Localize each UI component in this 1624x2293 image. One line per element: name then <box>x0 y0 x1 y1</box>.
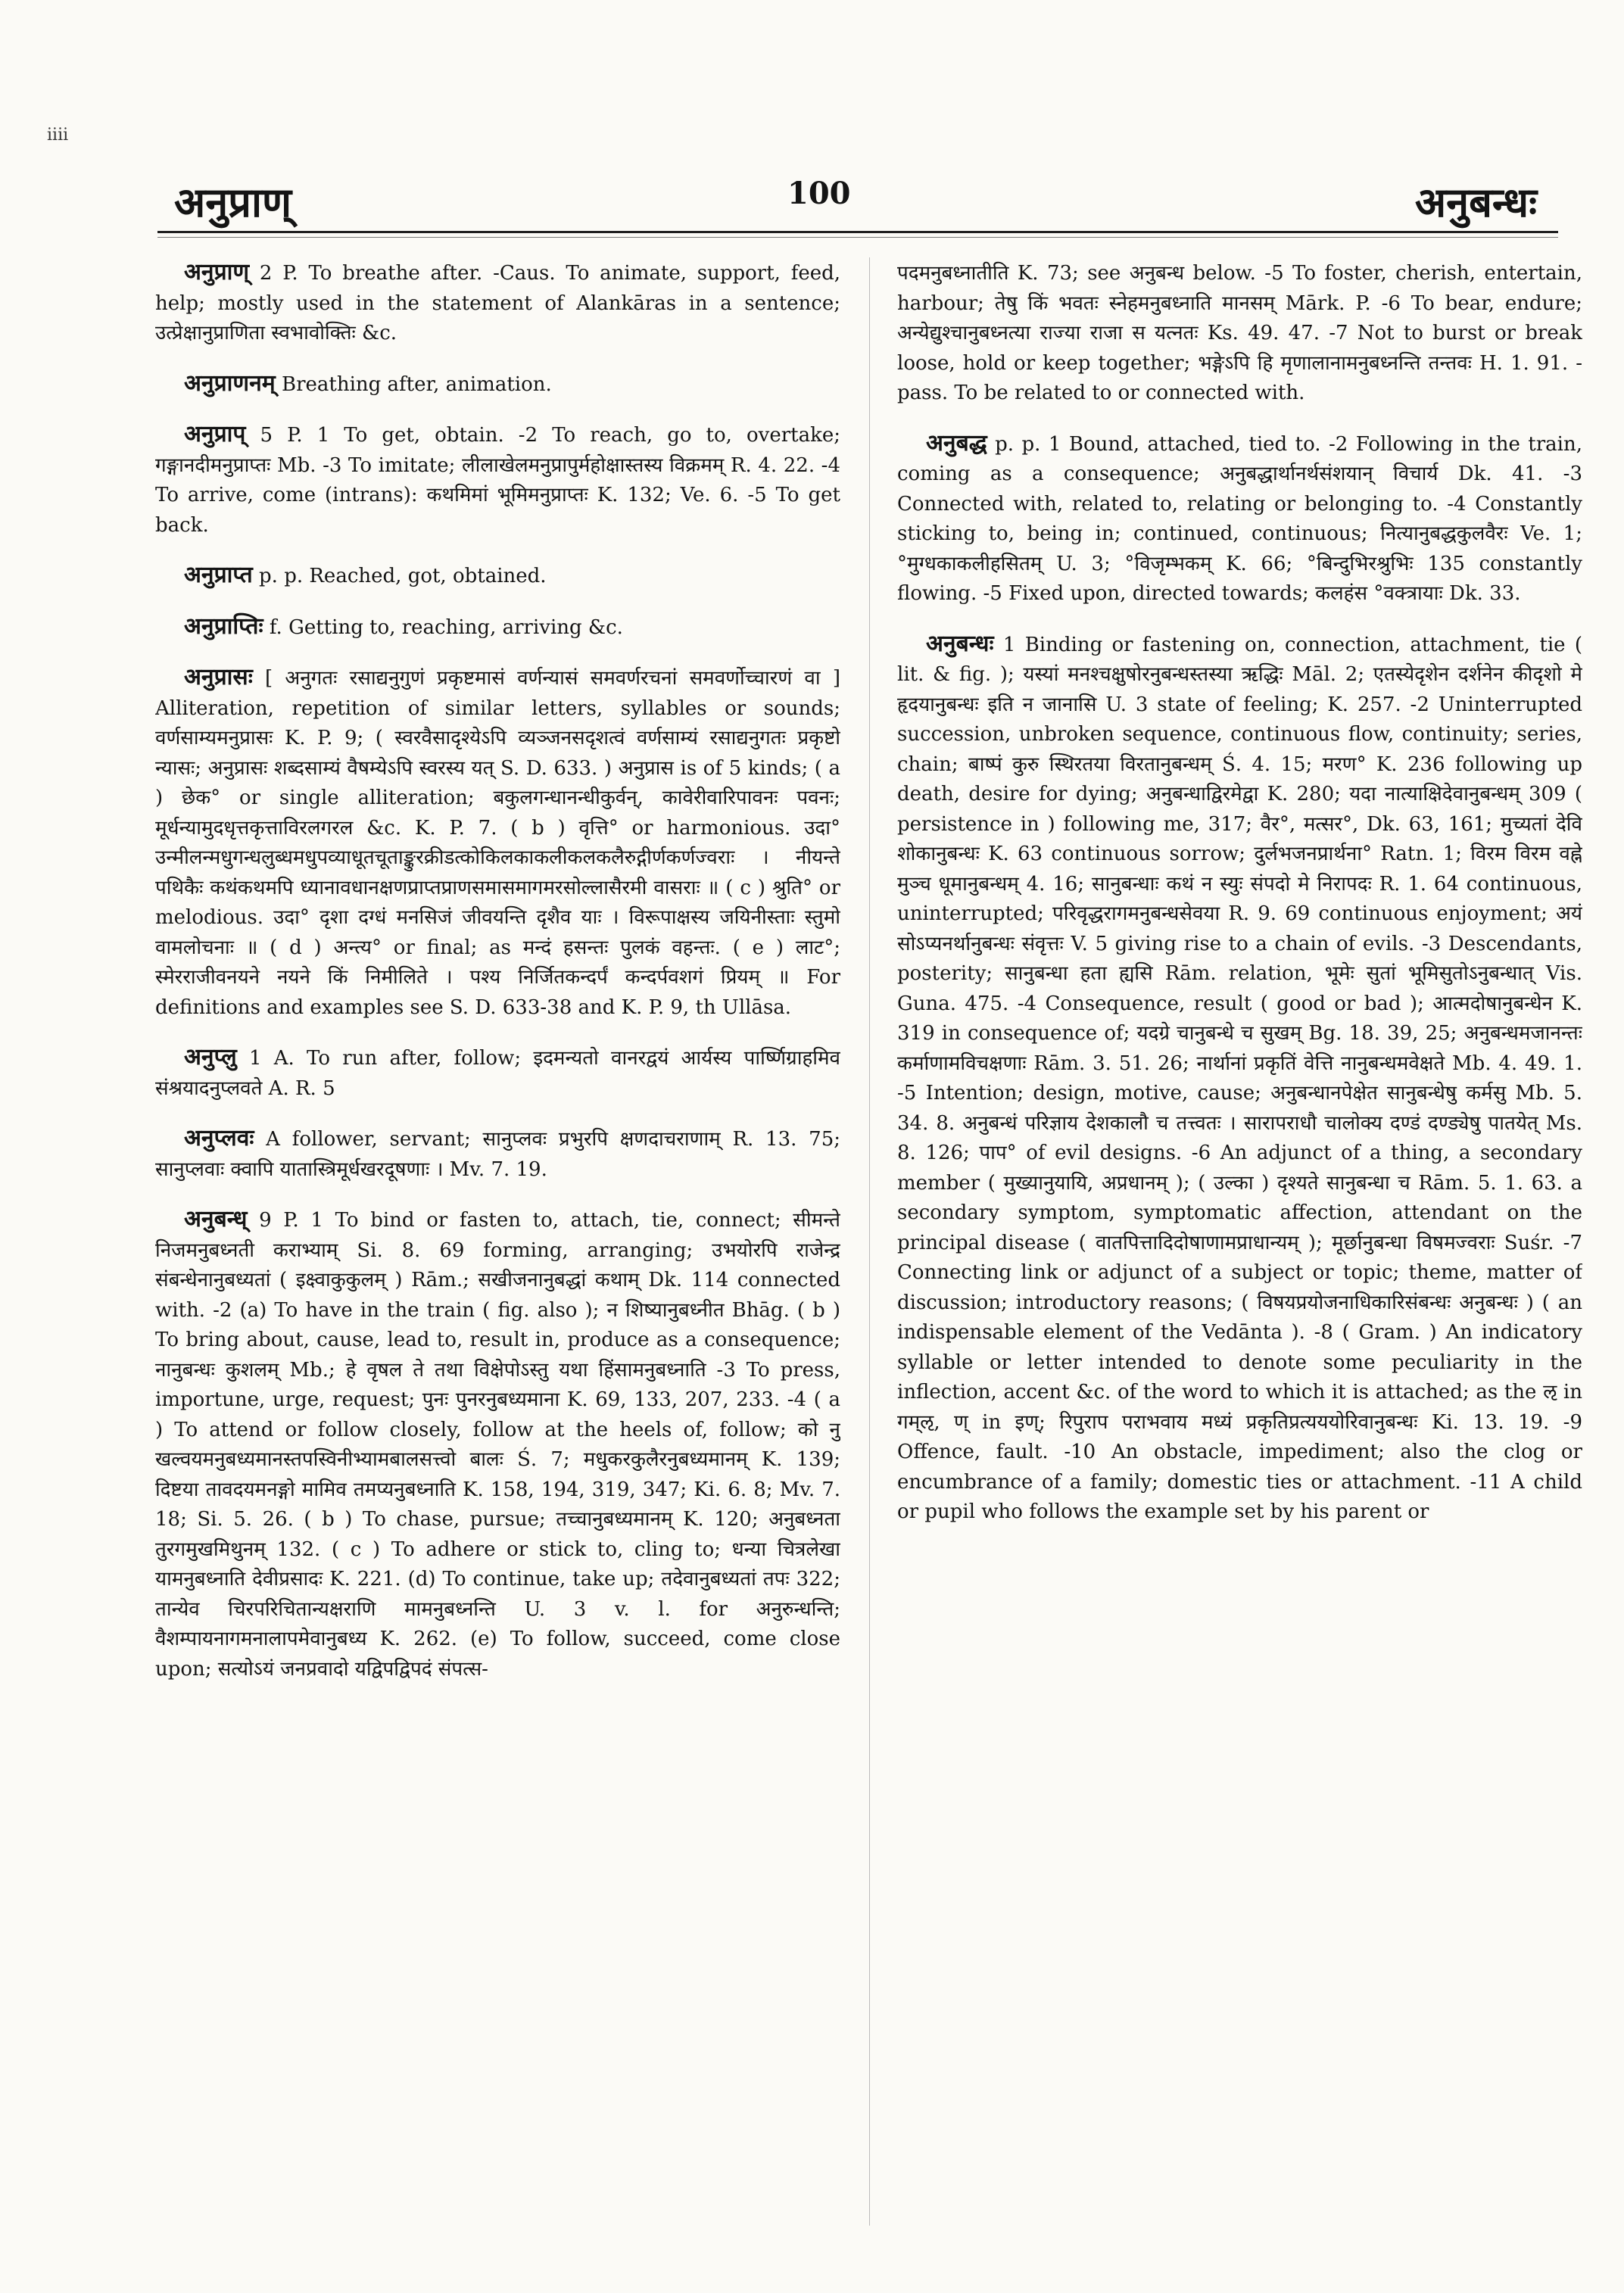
definition: 1 Binding or fastening on, connection, attachment, tie ( lit. & fig. ); यस्यां मनश्चक्षुषोरनुबन्धस्तस्या ऋद्धिः Māl. 2; एतस्येदृशेन दर्शनेन कीदृशो मे हृदयानुबन्धः इति न जानासि U. 3 state of feeling; K. 257. -2 Uninterrupted succession, unbroken sequence, continuous flow, continuity; series, chain; बाष्पं कुरु स्थिरतया विरतानुबन्धम् Ś. 4. 15; मरण° K. 236 following up death, desire for dying; अनुबन्धाद्विरमेद्वा K. 280; यदा नात्याक्षिदेवानुबन्धम् 309 ( persistence in ) following me, 317; वैर°, मत्सर°, Dk. 63, 161; मुच्यतां देवि शोकानुबन्धः K. 63 continuous sorrow; दुर्लभजनप्रार्थना° Ratn. 1; विरम विरम वह्ने मुञ्च धूमानुबन्धम् 4. 16; सानुबन्धाः कथं न स्युः संपदो मे निरापदः R. 1. 64 continuous, uninterrupted; परिवृद्धरागमनुबन्धसेवया R. 9. 69 continuous enjoyment; अयं सोऽप्यनर्थानुबन्धः संवृत्तः V. 5 giving rise to a chain of evils. -3 Descendants, posterity; सानुबन्धा हता ह्यसि Rām. relation, भूमेः सुतां भूमिसुतोऽनुबन्धात् Vis. Guna. 475. -4 Consequence, result ( good or bad ); आत्मदोषानुबन्धेन K. 319 in consequence of; यदग्रे चानुबन्धे च सुखम् Bg. 18. 39, 25; अनुबन्धमजानन्तः कर्माणामविचक्षणाः Rām. 3. 51. 26; नार्थानां प्रकृतिं वेत्ति नानुबन्धमवेक्षते Mb. 4. 49. 1. -5 Intention; design, motive, cause; अनुबन्धानपेक्षेत सानुबन्धेषु कर्मसु Mb. 5. 34. 8. अनुबन्धं परिज्ञाय देशकालौ च तत्त्वतः । सारापराधौ चालोक्य दण्डं दण्ड्येषु पातयेत् Ms. 8. 126; पाप° of evil designs. -6 An adjunct of a thing, a secondary member ( मुख्यानुयायि, अप्रधानम् ); ( उल्का ) दृश्यते सानुबन्धा च Rām. 5. 1. 63. a secondary symptom, symptomatic affection, attendant on the principal disease ( वातपित्तादिदोषाणामप्राधान्यम् ); मूर्छानुबन्धा विषमज्वराः Suśr. -7 Connecting link or adjunct of a subject or topic; theme, matter of discussion; introductory reasons; ( विषयप्रयोजनाधिकारिसंबन्धः अनुबन्धः ) ( an indispensable element of the Vedānta ). -8 ( Gram. ) An indicatory syllable or letter intended to denote some peculiarity in the inflection, accent &c. of the word to which it is attached; as the ऌ in गम्ऌ, ण् in इण्; रिपुराप पराभवाय मध्यं प्रकृतिप्रत्यययोरिवानुबन्धः Ki. 13. 19. -9 Offence, fault. -10 An obstacle, impediment; also the clog or encumbrance of a family; domestic ties or attachment. -11 A child or pupil who follows the example set by his parent or <box>897 633 1582 1523</box>
margin-tally-mark: iiii <box>47 126 69 145</box>
headword: अनुप्राप्तिः <box>184 612 263 640</box>
definition: p. p. Reached, got, obtained. <box>252 565 547 587</box>
headword: अनुप्राण् <box>184 259 250 285</box>
dictionary-entry <box>897 629 1582 1528</box>
dictionary-entry <box>897 257 1582 409</box>
definition: पदमनुबध्नातीति K. 73; see अनुबन्ध below. -5 To foster, cherish, entertain, harbour; तेषु किं भवतः स्नेहमनुबध्नाति मानसम् Mārk. P. -6 To bear, endure; अन्येद्युश्चानुबध्नत्या राज्या राजा स यत्नतः Ks. 49. 47. -7 Not to burst or break loose, hold or keep together; भङ्गेऽपि हि मृणालानामनुबध्नन्ति तन्तवः H. 1. 91. -pass. To be related to or connected with. <box>897 262 1582 404</box>
dictionary-entry <box>155 662 840 1023</box>
definition: [ अनुगतः रसाद्यनुगुणं प्रकृष्टमासं वर्णन्यासं समवर्णरचनां समवर्णोच्चारणं वा ] Alliteration, repetition of similar letters, syllables or sounds; वर्णसाम्यमनुप्रासः K. P. 9; ( स्वरवैसादृश्येऽपि व्यञ्जनसदृशत्वं वर्णसाम्यं रसाद्यनुगतः प्रकृष्टो न्यासः; अनुप्रासः शब्दसाम्यं वैषम्येऽपि स्वरस्य यत् S. D. 633. ) अनुप्रास is of 5 kinds; ( a ) छेक° or single alliteration; बकुलगन्धानन्धीकुर्वन्, कावेरीवारिपावनः पवनः; मूर्धन्यामुदधृत्तकृत्ताविरलगरल &c. K. P. 7. ( b ) वृत्ति° or harmonious. उदा° उन्मीलन्मधुगन्धलुब्धमधुपव्याधूतचूताङ्कुरक्रीडत्कोकिलकाकलीकलकलैरुद्गीर्णकर्णज्वराः । नीयन्ते पथिकैः कथंकथमपि ध्यानावधानक्षणप्राप्तप्राणसमासमागमरसोल्लासैरमी वासराः ॥ ( c ) श्रुति° or melodious. उदा° दृशा दग्धं मनसिजं जीवयन्ति दृशैव याः । विरूपाक्षस्य जयिनीस्ताः स्तुमो वामलोचनाः ॥ ( d ) अन्त्य° or final; as मन्दं हसन्तः पुलकं वहन्तः. ( e ) लाट°; स्मेरराजीवनयने नयने किं निमीलिते । पश्य निर्जितकन्दर्पं कन्दर्पवशगं प्रियम् ॥ For definitions and examples see S. D. 633-38 and K. P. 9, th Ullāsa. <box>155 667 840 1019</box>
dictionary-entry <box>155 1123 840 1185</box>
left-column <box>155 257 840 2226</box>
headword: अनुप्लवः <box>184 1125 254 1151</box>
dictionary-entry <box>155 1204 840 1684</box>
dictionary-entry <box>155 257 840 349</box>
headword: अनुबद्ध <box>926 429 987 456</box>
dictionary-entry <box>155 419 840 541</box>
definition: f. Getting to, reaching, arriving &c. <box>263 615 623 639</box>
column-divider <box>869 257 870 2226</box>
dictionary-entry <box>155 560 840 592</box>
headword: अनुप्राप् <box>184 421 246 447</box>
right-column <box>897 257 1582 2226</box>
header-rule-thin <box>157 237 1558 238</box>
definition: 5 P. 1 To get, obtain. -2 To reach, go to, overtake; गङ्गानदीमनुप्राप्तः Mb. -3 To imitate; लीलाखेलमनुप्रापुर्महोक्षास्तस्य विक्रमम् R. 4. 22. -4 To arrive, come (intrans): कथमिमां भूमिमनुप्राप्तः K. 132; Ve. 6. -5 To get back. <box>155 424 840 537</box>
definition: 9 P. 1 To bind or fasten to, attach, tie, connect; सीमन्ते निजमनुबध्नती कराभ्याम् Si. 8. 69 forming, arranging; उभयोरपि राजेन्द्र संबन्धेनानुबध्यतां ( इक्ष्वाकुकुलम् ) Rām.; सखीजनानुबद्धां कथाम् Dk. 114 connected with. -2 (a) To have in the train ( fig. also ); न शिष्यानुबध्नीत Bhāg. ( b ) To bring about, cause, lead to, result in, produce as a consequence; नानुबन्धः कुशलम् Mb.; हे वृषल ते तथा विक्षेपोऽस्तु यथा हिंसामनुबध्नाति -3 To press, importune, urge, request; पुनः पुनरनुबध्यमाना K. 69, 133, 207, 233. -4 ( a ) To attend or follow closely, follow at the heels of, follow; को नु खल्वयमनुबध्यमानस्तपस्विनीभ्यामबालसत्त्वो बालः Ś. 7; मधुकरकुलैरनुबध्यमानम् K. 139; दिष्टया तावदयमनङ्गो मामिव तमप्यनुबध्नाति K. 158, 194, 319, 347; Ki. 6. 8; Mv. 7. 18; Si. 5. 26. ( b ) To chase, pursue; तच्चानुबध्यमानम् K. 120; अनुबध्नता तुरगमुखमिथुनम् 132. ( c ) To adhere or stick to, cling to; धन्या चित्रलेखा यामनुबध्नाति देवीप्रसादः K. 221. (d) To continue, take up; तदेवानुबध्यतां तपः 322; तान्येव चिरपरिचितान्यक्षराणि मामनुबध्नन्ति U. 3 v. l. for अनुरुन्धन्ति; वैशम्पायनागमनालापमेवानुबध्य K. 262. (e) To follow, succeed, come close upon; सत्योऽयं जनप्रवादो यद्विपद्विपदं संपत्स- <box>155 1209 840 1681</box>
headword: अनुबन्धः <box>926 630 994 657</box>
dictionary-entry <box>155 612 840 643</box>
headword: अनुबन्ध् <box>184 1206 248 1232</box>
header-rule <box>157 231 1558 233</box>
dictionary-entry <box>155 369 840 400</box>
headword: अनुप्रासः <box>184 664 253 690</box>
definition: 2 P. To breathe after. -Caus. To animate, support, feed, help; mostly used in the statement of Alankāras in a sentence; उत्प्रेक्षानुप्राणिता स्वभावोक्तिः &c. <box>155 262 840 344</box>
dictionary-entry <box>155 1042 840 1104</box>
headword: अनुप्राणनम् <box>184 369 276 397</box>
headword: अनुप्लु <box>184 1044 237 1070</box>
definition: Breathing after, animation. <box>275 372 552 396</box>
definition: 1 A. To run after, follow; इदमन्यतो वानरद्वयं आर्यस्य पार्ष्णिग्राहमिव संश्रयादनुप्लवते A. R. 5 <box>155 1047 840 1100</box>
definition: p. p. 1 Bound, attached, tied to. -2 Following in the train, coming as a consequence; अनुबद्धार्थानर्थसंशयान् विचार्य Dk. 41. -3 Connected with, related to, relating or belonging to. -4 Constantly sticking to, being in; continued, continuous; नित्यानुबद्धकुलवैरः Ve. 1; °मुग्धकाकलीहसितम् U. 3; °विजृम्भकम् K. 66; °बिन्दुभिरश्रुभिः 135 constantly flowing. -5 Fixed upon, directed towards; कलहंस °वक्त्रायाः Dk. 33. <box>897 432 1582 605</box>
headword: अनुप्राप्त <box>184 562 253 588</box>
definition: A follower, servant; सानुप्लवः प्रभुरपि क्षणदाचराणाम् R. 13. 75; सानुप्लवाः क्वापि यातास्त्रिमूर्धखरदूषणाः । Mv. 7. 19. <box>155 1128 840 1181</box>
running-header-right: अनुबन्धः <box>1414 178 1537 226</box>
dictionary-entry <box>897 428 1582 609</box>
page-number: 100 <box>787 176 851 211</box>
running-header-left: अनुप्राण् <box>174 178 291 226</box>
